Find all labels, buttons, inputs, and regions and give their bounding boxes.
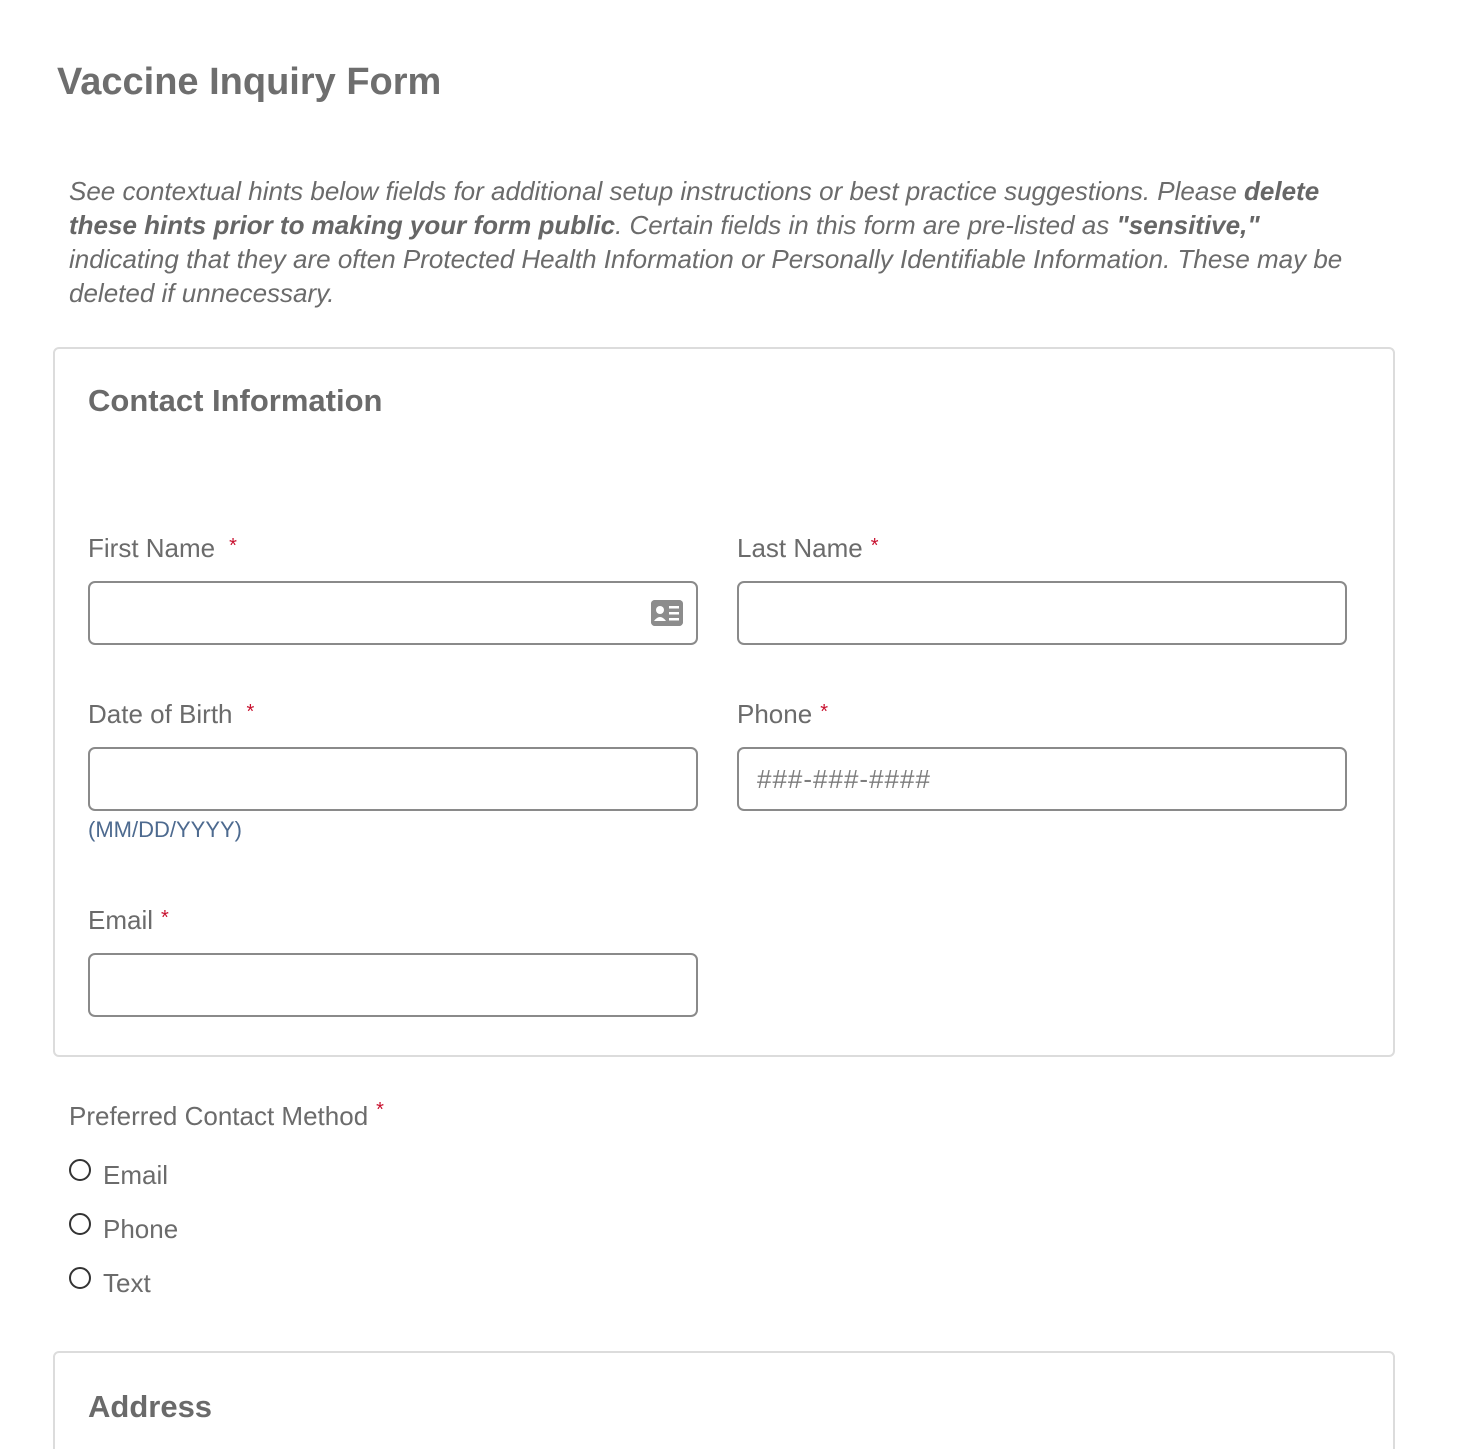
dob-label: [88, 699, 254, 729]
radio-option-email[interactable]: [69, 1158, 168, 1192]
address-section: [53, 1351, 1395, 1449]
contact-section-title: Contact Information: [88, 383, 383, 418]
radio-button[interactable]: [69, 1159, 91, 1181]
required-asterisk: *: [161, 907, 169, 929]
intro-part-3: indicating that they are often Protected Health Information or Personally Identifiable Information. These may be deleted if unnecessary.: [69, 244, 1343, 308]
contact-information-section: [53, 347, 1395, 1057]
preferred-contact-label: [69, 1101, 384, 1132]
intro-text: [69, 174, 1369, 310]
required-asterisk: *: [870, 535, 879, 557]
dob-input[interactable]: [88, 747, 698, 811]
form-title: Vaccine Inquiry Form: [57, 61, 442, 103]
last-name-label: [737, 533, 879, 563]
intro-bold-1: delete these hints prior to making your form public: [69, 176, 1320, 240]
radio-label: Email: [103, 1159, 169, 1190]
required-asterisk: *: [246, 701, 255, 723]
dob-label-text: Date of Birth: [88, 699, 233, 729]
intro-bold-2: "sensitive,": [1116, 210, 1260, 240]
required-asterisk: *: [820, 701, 828, 723]
phone-label-text: Phone: [737, 699, 813, 729]
email-label: [88, 905, 169, 935]
email-label-text: Email: [88, 905, 154, 935]
first-name-label: [88, 533, 237, 563]
address-section-title: Address: [88, 1389, 213, 1424]
intro-part-2: . Certain fields in this form are pre-listed as: [615, 210, 1117, 240]
last-name-label-text: Last Name: [737, 533, 863, 563]
phone-label: [737, 699, 828, 729]
contact-card-icon: [651, 600, 683, 626]
first-name-label-text: First Name: [88, 533, 216, 563]
contact-card-icon-svg: [651, 600, 683, 626]
radio-label: Phone: [103, 1213, 179, 1244]
phone-input[interactable]: [737, 747, 1347, 811]
radio-option-phone[interactable]: [69, 1212, 178, 1246]
radio-label: Text: [103, 1267, 151, 1298]
last-name-input[interactable]: [737, 581, 1347, 645]
required-asterisk: *: [376, 1099, 384, 1121]
dob-format-hint: (MM/DD/YYYY): [88, 817, 242, 842]
preferred-contact-label-text: Preferred Contact Method: [69, 1101, 369, 1131]
radio-option-text[interactable]: [69, 1266, 151, 1300]
intro-part-1: See contextual hints below fields for additional setup instructions or best practice suggestions. Please: [69, 176, 1245, 206]
email-input[interactable]: [88, 953, 698, 1017]
radio-button[interactable]: [69, 1267, 91, 1289]
radio-button[interactable]: [69, 1213, 91, 1235]
required-asterisk: *: [229, 535, 237, 557]
first-name-input[interactable]: [88, 581, 698, 645]
